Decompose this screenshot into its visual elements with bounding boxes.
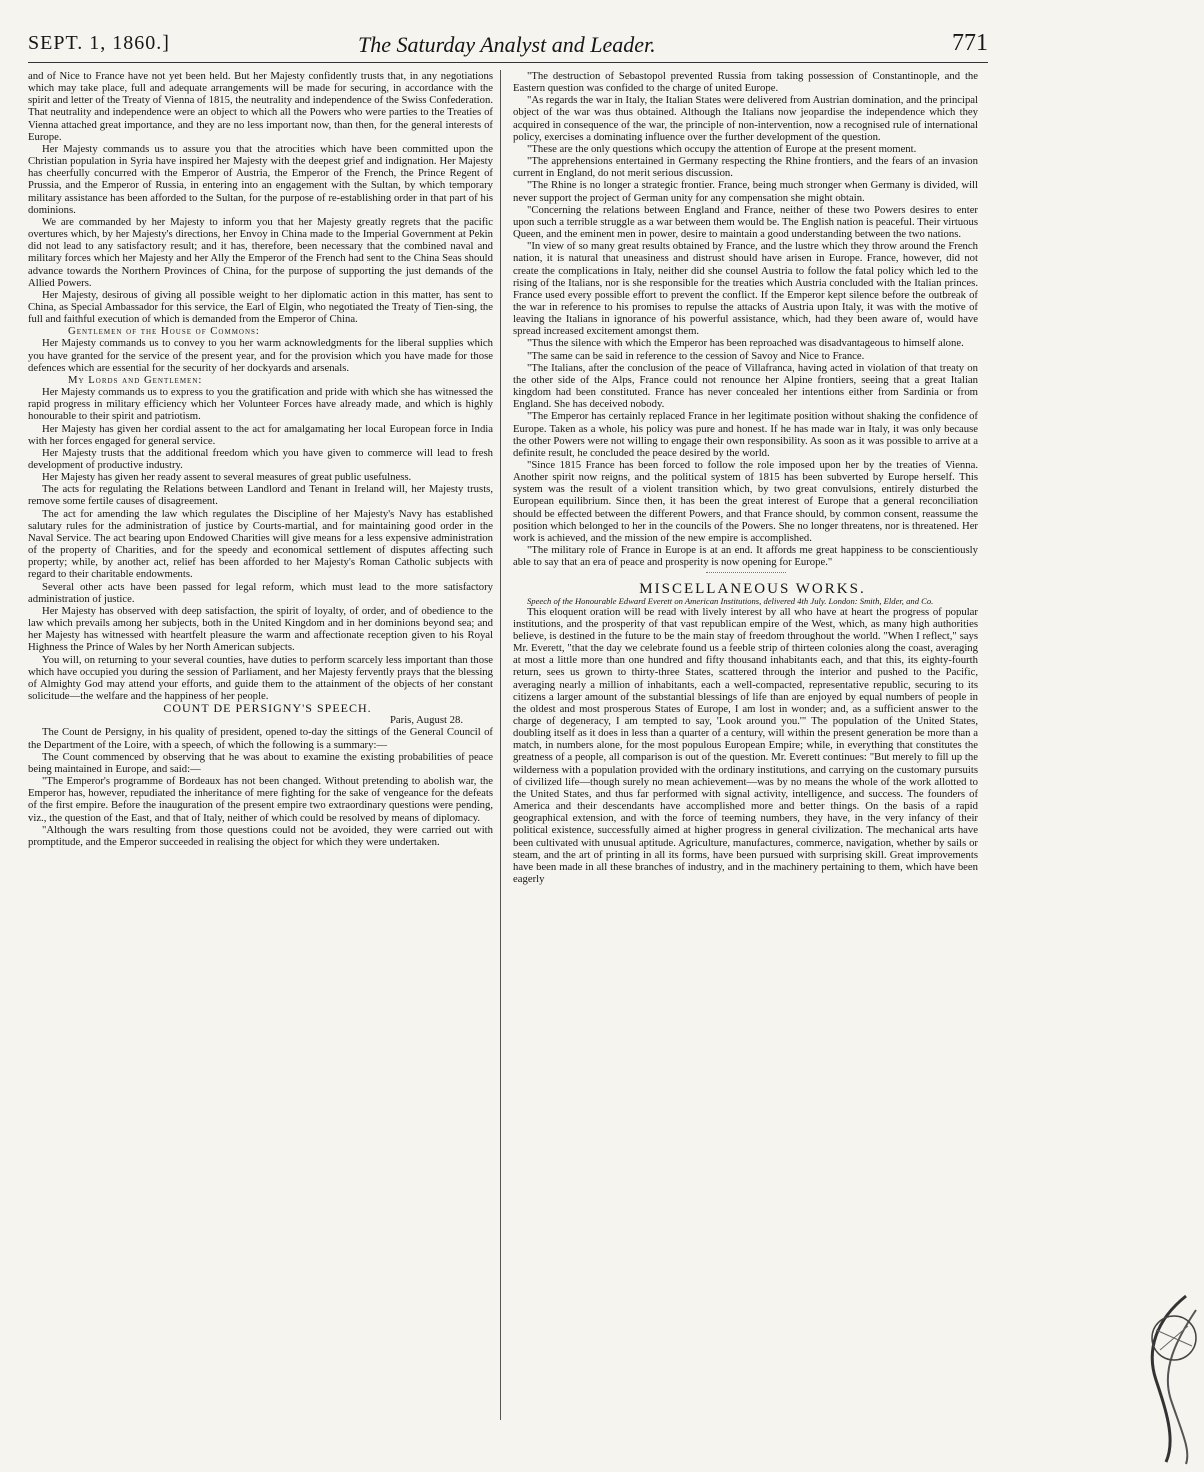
paragraph: We are commanded by her Majesty to inform you that her Majesty greatly regrets that the pacific overtures which, by her Majesty's directions, her Envoy in China made to the Imperial Government at Pekin did not lead to any satisfactory result; and it has, therefore, been necessary that the combined naval and military forces which her Majesty and her Ally the Emperor of the French had sent to the China Seas should advance towards the Northern Provinces of China, for the purpose of supporting the just demands of the Allied Powers. <box>28 215 493 289</box>
paragraph: "Although the wars resulting from those questions could not be avoided, they were carried out with promptitude, and the Emperor succeeded in realising the object for which they were undertaken. <box>28 823 493 848</box>
paragraph: and of Nice to France have not yet been held. But her Majesty confidently trusts that, in any negotiations which may take place, full and adequate arrangements will be made for securing, in accordance with the spirit and letter of the Treaty of Vienna of 1815, the neutrality and independence of the Swiss Confederation. That neutrality and independence were an object to which all the Powers who were parties to the Treaties of Vienna attached great importance, and they are no less important now, than then, for the general interests of Europe. <box>28 70 493 143</box>
paragraph: Her Majesty has given her ready assent to several measures of great public usefulness. <box>42 471 412 484</box>
paragraph: Her Majesty commands us to assure you that the atrocities which have been committed upon the Christian population in Syria have inspired her Majesty with the deepest grief and indignation. Her Majesty has cheerfully concurred with the Emperor of Austria, the Emperor of the French, the Prince Regent of Prussia, and the Emperor of Russia, in entering into an engagement with the Sultan, by which temporary military assistance has been afforded to the Sultan, for the purpose of re-establishing order in that part of his dominions. <box>28 142 493 216</box>
paragraph: "In view of so many great results obtained by France, and the lustre which they throw around the French nation, it is natural that uneasiness and distrust should have arisen in Europe. France, however, did not create the complications in Italy, neither did she counsel Austria to follow the fatal policy which led to the rising of the Italians, nor is she responsible for the treaties which Austria concluded with the Italian princes. France used every possible effort to prevent the conflict. If the Emperor kept silence before the outbreak of the war in reference to his promises to repulse the attacks of Austria upon Italy, it was with the motive of leaving the Italians in ignorance of his powerful assistance, which, had they been aware of, would have spread increased excitement amongst them. <box>513 240 978 338</box>
paragraph: "The destruction of Sebastopol prevented Russia from taking possession of Constantinople, and the Eastern question was confided to the charge of united Europe. <box>513 70 978 95</box>
paragraph: Several other acts have been passed for legal reform, which must lead to the more satisfactory administration of justice. <box>28 580 493 605</box>
paragraph: "As regards the war in Italy, the Italian States were delivered from Austrian domination, and the principal object of the war was thus obtained. Although the Italians now jeopardise the independence which they acquired in consequence of the war, the principle of non-intervention, now a recognised rule of international policy, exercises a dominating influence over the further development of the question. <box>513 94 978 143</box>
page-number: 771 <box>952 30 988 56</box>
paragraph: The acts for regulating the Relations between Landlord and Tenant in Ireland will, her Majesty trusts, remove some fertile causes of disagreement. <box>28 483 493 508</box>
paragraph: Her Majesty commands us to express to you the gratification and pride with which she has witnessed the rapid progress in military efficiency which her Volunteer Forces have already made, and which is highly honourable to their spirit and patriotism. <box>28 386 493 423</box>
paragraph: The Count de Persigny, in his quality of president, opened to-day the sittings of the General Council of the Department of the Loire, with a speech, of which the following is a summary:— <box>28 726 493 751</box>
left-column <box>28 70 493 848</box>
paragraph: The act for amending the law which regulates the Discipline of her Majesty's Navy has established salutary rules for the administration of justice by Courts-martial, and for maintaining good order in the Naval Service. The act bearing upon Endowed Charities will give means for a less expensive administration of the property of Charities, and for the speedy and economical settlement of disputes affecting such property; while, by another act, relief has been afforded to her Majesty's Roman Catholic subjects with regard to their charitable endowments. <box>28 507 493 581</box>
paragraph: "The Emperor's programme of Bordeaux has not been changed. Without pretending to abolish war, the Emperor has, however, repudiated the inheritance of mere fighting for the sake of vengeance for the defeats of the first empire. Before the inauguration of the present empire two extraordinary questions were pending, viz., the question of the East, and that of Italy, neither of which could be resolved by means of diplomacy. <box>28 775 493 824</box>
address-heading: My Lords and Gentlemen: <box>68 373 203 386</box>
paragraph: "The Rhine is no longer a strategic frontier. France, being much stronger when Germany is divided, will never support the project of German unity for any compensation she might obtain. <box>513 179 978 204</box>
paragraph: Her Majesty commands us to convey to you her warm acknowledgments for the liberal supplies which you have granted for the service of the present year, and for the provision which you have made for those defences which are essential for the security of her dockyards and arsenals. <box>28 337 493 374</box>
paragraph: Her Majesty has observed with deep satisfaction, the spirit of loyalty, of order, and of obedience to the law which prevails among her subjects, both in the United Kingdom and in her dominions beyond sea; and her Majesty has witnessed with heartfelt pleasure the warm and affectionate reception given to his Royal Highness the Prince of Wales by her North American subjects. <box>28 604 493 654</box>
publication-title: The Saturday Analyst and Leader. <box>358 32 656 57</box>
paragraph: "Since 1815 France has been forced to follow the role imposed upon her by the treaties of Vienna. Another spirit now reigns, and the political system of 1815 has been subverted by Europe herself. This system was the result of a violent transition which, by two great convulsions, entirely disturbed the European equilibrium. Since then, it has been the great interest of Europe that a general reconciliation should be effected between the different Powers, and that France should, by common consent, reassume the position which belonged to her in the councils of the Powers. She no longer threatens, nor is threatened. Her work is achieved, and the mission of the new empire is accomplished. <box>513 459 978 544</box>
paragraph: "Concerning the relations between England and France, neither of these two Powers desires to enter upon such a terrible struggle as a war between them would be. The English nation is peaceful. Their virtuous Queen, and the eminent men in power, desire to maintain a good understanding between the two nations. <box>513 203 978 241</box>
paragraph: Her Majesty trusts that the additional freedom which you have given to commerce will lead to fresh development of productive industry. <box>28 446 493 471</box>
column-divider <box>500 70 501 1420</box>
paragraph: You will, on returning to your several counties, have duties to perform scarcely less important than those which have occupied you during the session of Parliament, and her Majesty fervently prays that the blessing of Almighty God may attend your efforts, and guide them to the attainment of the objects of her constant solicitude—the welfare and the happiness of her people. <box>28 653 493 702</box>
issue-date: SEPT. 1, 1860.] <box>28 32 170 54</box>
header-rule <box>28 62 988 63</box>
dateline: Paris, August 28. <box>389 714 463 727</box>
section-title: MISCELLANEOUS WORKS. <box>639 581 866 598</box>
paragraph: Her Majesty has given her cordial assent to the act for amalgamating her local European force in India with her forces engaged for general service. <box>28 422 493 447</box>
page-header <box>28 28 988 64</box>
paragraph: This eloquent oration will be read with lively interest by all who have at heart the progress of popular institutions, and the prosperity of that vast republican empire of the West, which, as many high authorities believe, is destined in the future to be the main stay of freedom throughout the world. "When I reflect," says Mr. Everett, "that the day we celebrate found us a feeble strip of thirteen colonies along the coast, averaging at most a little more than one hundred and fifty thousand inhabitants each, and that this, its eighty-fourth return, sees us grown to thirty-three States, scattered through the interior and pushed to the Pacific, averaging nearly a million of inhabitants, each a well-compacted, representative republic, securing to its citizens a larger amount of the substantial blessings of life than are enjoyed by equal numbers of people in the oldest and most prosperous States of Europe, I am lost in wonder; and, as a sufficient answer to the charge of degeneracy, I am tempted to say, 'Look around you.'" The population of the United States, doubling itself as it does in less than a quarter of a century, will within the present generation be more than a match, in numbers alone, for the most populous European Empire; while, in everything that constitutes the greatness of a people, all comparison is out of the question. Mr. Everett continues: "But merely to fill up the wilderness with a population provided with the ordinary institutions, and carrying on the customary pursuits of civilized life—though surely no mean achievement—was by no means the whole of the work allotted to the United States, and thus far performed with signal activity, intelligence, and success. The founders of America and their descendants have accomplished more and better things. On the basis of a rapid geographical extension, and with the force of teeming numbers, they have, in the very infancy of their political existence, successfully aimed at higher progress in general civilization. The mechanical arts have been cultivated with unusual aptitude. Agriculture, manufactures, commerce, navigation, whether by sails or steam, and the art of printing in all its forms, have been pursued with surprising skill. Great improvements have been made in all these branches of industry, and in the machinery pertaining to them, which have been eagerly <box>513 605 978 885</box>
paragraph: "The Italians, after the conclusion of the peace of Villafranca, having acted in violation of that treaty on the other side of the Alps, France could not renounce her Alpine frontiers, seeing that a great Italian kingdom had been constituted. France has never concealed her intentions either from Sardinia or from England. She has deceived nobody. <box>513 361 978 411</box>
right-column <box>513 70 978 885</box>
paragraph: "These are the only questions which occupy the attention of Europe at the present moment. <box>527 142 917 155</box>
paragraph: Her Majesty, desirous of giving all possible weight to her diplomatic action in this matter, has sent to China, as Special Ambassador for this service, the Earl of Elgin, who negotiated the Treaty of Tien-sing, the full and faithful execution of which is demanded from the Emperor of China. <box>28 288 493 326</box>
margin-stamp-image <box>1126 1290 1202 1466</box>
paragraph: "The apprehensions entertained in Germany respecting the Rhine frontiers, and the fears of an invasion current in England, do not merit serious discussion. <box>513 155 978 180</box>
section-separator <box>706 572 786 573</box>
paragraph: "The Emperor has certainly replaced France in her legitimate position without shaking the confidence of Europe. Taken as a whole, his policy was pure and honest. If he has made war in Italy, it was only because the other Powers were not willing to engage their own responsibility. As soon as it was possible to arrive at a definite result, he concluded the peace desired by the world. <box>513 410 979 459</box>
paragraph: "Thus the silence with which the Emperor has been reproached was disadvantageous to himself alone. <box>527 337 964 350</box>
paragraph: "The same can be said in reference to the cession of Savoy and Nice to France. <box>527 349 865 362</box>
address-heading: Gentlemen of the House of Commons: <box>68 325 260 338</box>
section-title: COUNT DE PERSIGNY'S SPEECH. <box>163 701 372 716</box>
paragraph: The Count commenced by observing that he was about to examine the existing probabilities of peace being maintained in Europe, and said:— <box>28 750 493 775</box>
book-citation: Speech of the Honourable Edward Everett on American Institutions, delivered 4th July. London: Smith, Elder, and Co. <box>527 595 934 606</box>
paragraph: "The military role of France in Europe is at an end. It affords me great happiness to be conscientiously able to say that an era of peace and prosperity is now opening for Europe." <box>513 544 978 569</box>
